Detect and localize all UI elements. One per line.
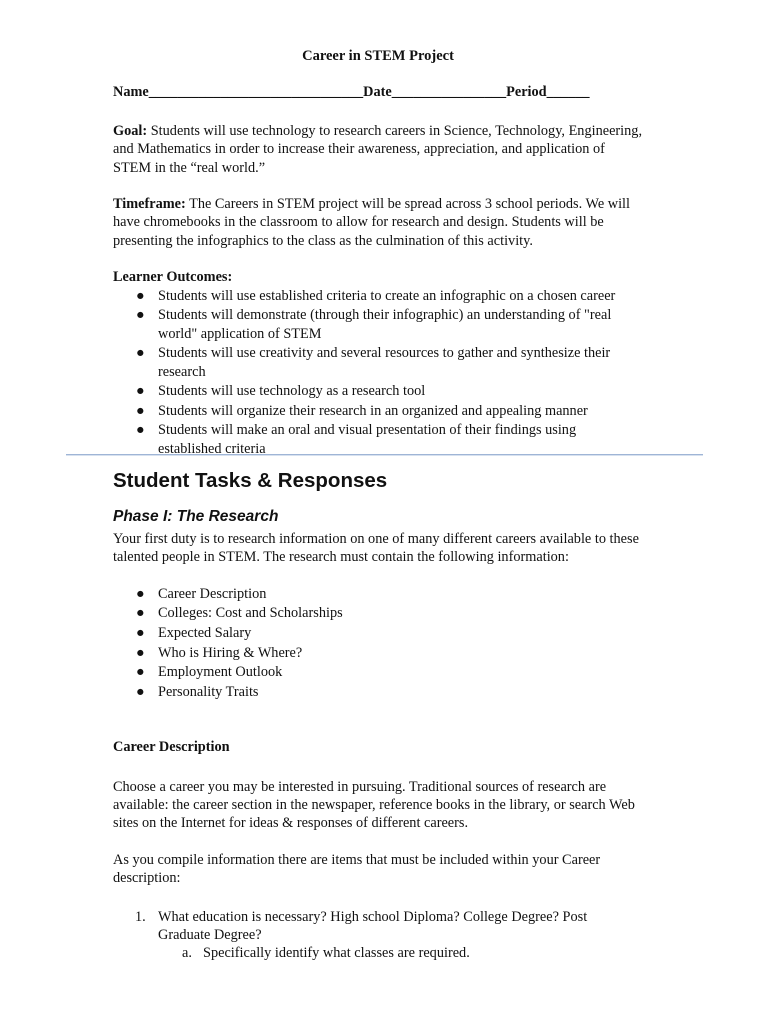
list-item-text: Students will use technology as a research tool — [158, 383, 426, 400]
list-item-text: Career Description — [158, 585, 267, 602]
list-item — [113, 663, 643, 681]
bullet-icon: ● — [136, 644, 145, 661]
list-item-text: Employment Outlook — [158, 664, 283, 681]
student-tasks-section — [113, 466, 643, 963]
list-item-text: What education is necessary? High school Diploma? College Degree? Post Graduate Degree? — [158, 908, 588, 944]
bullet-icon: ● — [136, 585, 145, 602]
list-item-text: Students will use established criteria to create an infographic on a chosen career — [158, 287, 616, 304]
timeframe-text: The Careers in STEM project will be spread across 3 school periods. We will have chromebooks in the classroom to allow for research and design. Students will be presenting the infographics to the class as the culmination of this activity. — [113, 196, 630, 249]
list-item-text: Who is Hiring & Where? — [158, 644, 303, 661]
learner-outcomes-list — [113, 287, 643, 459]
bullet-icon: ● — [136, 345, 145, 362]
bullet-icon: ● — [136, 683, 145, 700]
bullet-icon: ● — [136, 402, 145, 419]
list-item — [113, 287, 643, 305]
career-description-numbered-list — [113, 908, 643, 963]
sub-list — [158, 944, 643, 962]
career-description-heading: Career Description — [113, 739, 230, 756]
list-item-text: Students will demonstrate (through their infographic) an understanding of "real world" application of STEM — [158, 307, 612, 342]
goal-label: Goal: — [113, 122, 148, 139]
research-items-list — [113, 585, 643, 701]
goal-paragraph — [113, 122, 643, 177]
list-item — [113, 306, 643, 343]
list-item — [113, 421, 643, 458]
timeframe-label: Timeframe: — [113, 196, 186, 213]
list-item — [113, 624, 643, 642]
career-description-para1: Choose a career you may be interested in pursuing. Traditional sources of research are available: the career section in the newspaper, reference books in the library, or search Web sites on the Internet for ideas & responses of different careers. — [113, 778, 635, 832]
list-item — [113, 382, 643, 400]
sub-list-item-text: Specifically identify what classes are required. — [203, 945, 470, 962]
career-description-para2: As you compile information there are items that must be included within your Career description: — [113, 851, 601, 887]
list-item — [113, 344, 643, 381]
bullet-icon: ● — [136, 625, 145, 641]
list-item-text: Students will use creativity and several resources to gather and synthesize their research — [158, 345, 611, 380]
bullet-icon: ● — [136, 664, 145, 681]
bullet-icon: ● — [136, 422, 145, 439]
list-item-text: Personality Traits — [158, 683, 259, 700]
student-tasks-heading: Student Tasks & Responses — [113, 469, 388, 492]
goal-text: Students will use technology to research careers in Science, Technology, Engineering, and Mathematics in order to increase their awareness, appreciation, and application of STEM in the “real world.” — [113, 122, 643, 176]
learner-outcomes-label: Learner Outcomes: — [113, 269, 233, 286]
list-item — [113, 402, 643, 420]
document-page — [113, 47, 643, 459]
list-item — [113, 604, 643, 622]
list-item-text: Students will organize their research in an organized and appealing manner — [158, 402, 588, 419]
list-item-text: Colleges: Cost and Scholarships — [158, 605, 343, 622]
list-item — [113, 908, 643, 963]
list-item-text: Students will make an oral and visual presentation of their findings using established criteria — [158, 422, 577, 457]
bullet-icon: ● — [136, 605, 145, 622]
bullet-icon: ● — [136, 307, 145, 324]
phase1-heading: Phase I: The Research — [113, 508, 279, 525]
list-number: 1. — [135, 908, 146, 925]
sub-list-letter: a. — [182, 945, 192, 962]
phase1-intro: Your first duty is to research information on one of many different careers available to these talented people in STEM. The research must contain the following information: — [113, 531, 639, 566]
bullet-icon: ● — [136, 383, 145, 400]
bullet-icon: ● — [136, 287, 145, 304]
timeframe-paragraph — [113, 195, 643, 250]
document-title: Career in STEM Project — [302, 48, 454, 64]
name-date-period-line: Name______________________________Date________________Period______ — [113, 84, 590, 101]
list-item — [113, 644, 643, 662]
section-divider — [66, 454, 703, 455]
list-item-text: Expected Salary — [158, 625, 252, 641]
list-item — [113, 683, 643, 701]
list-item — [113, 585, 643, 603]
sub-list-item — [158, 944, 643, 962]
